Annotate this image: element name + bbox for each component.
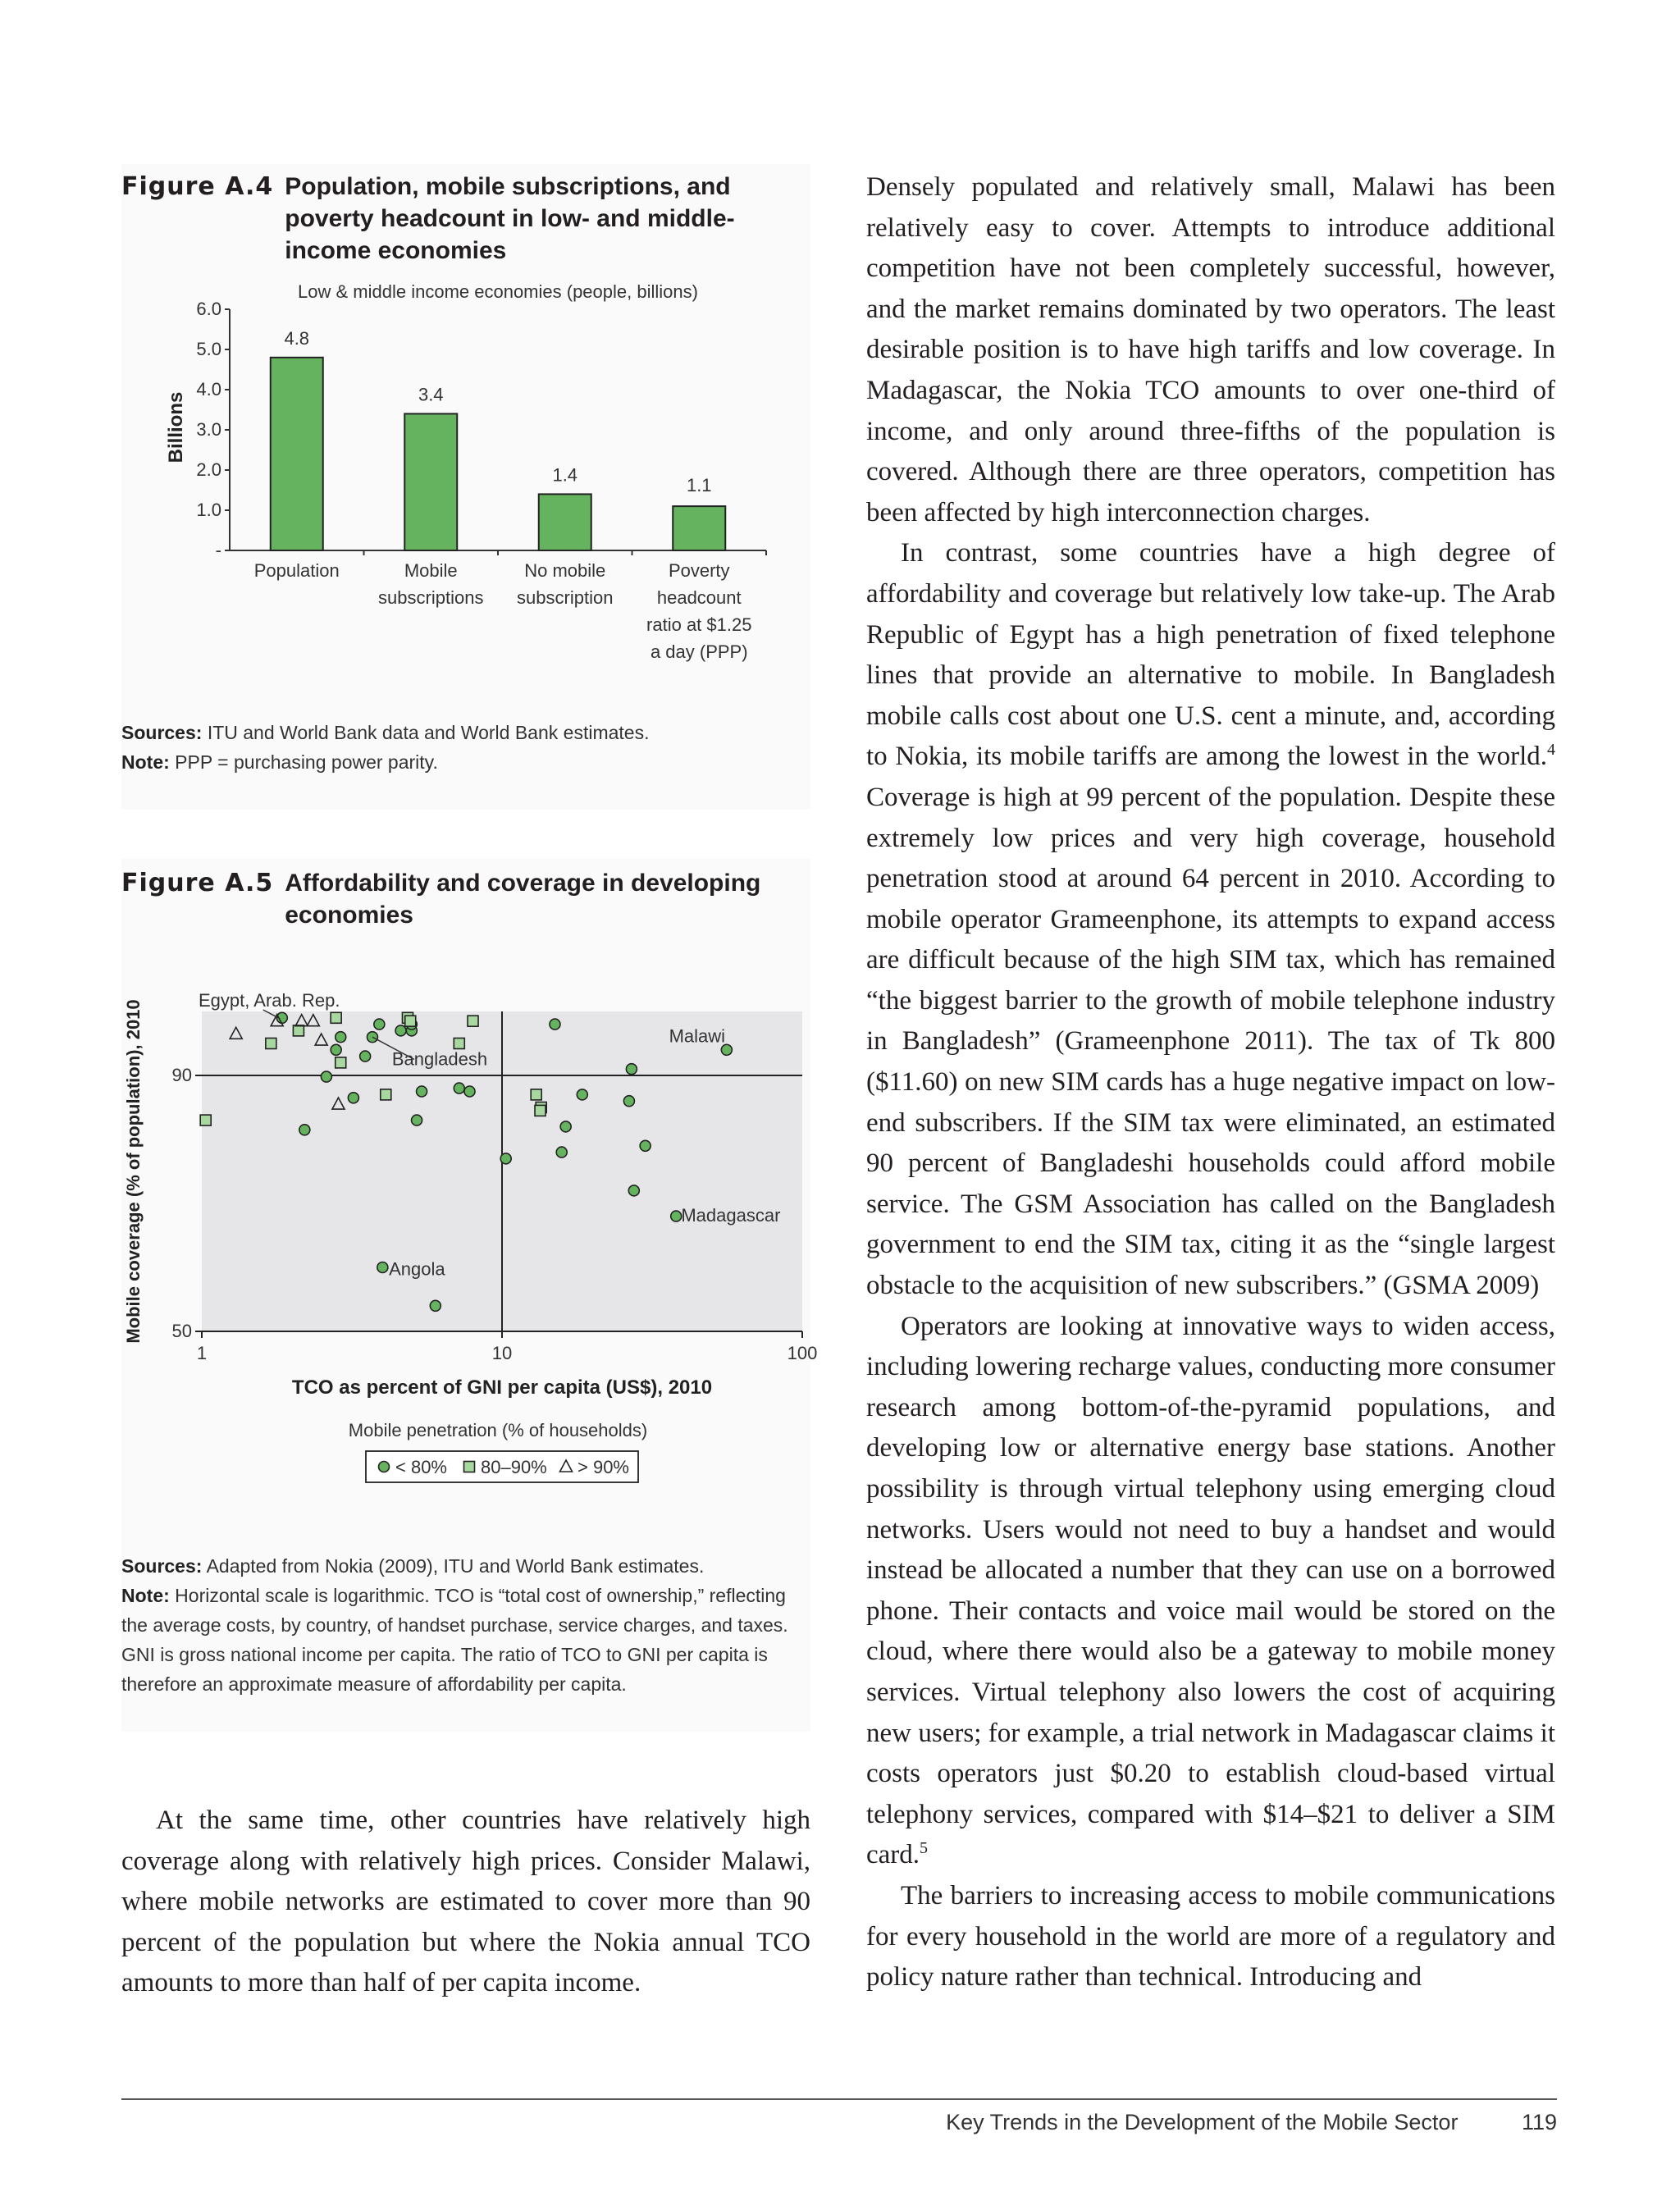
category-label: a day (PPP) — [650, 641, 748, 662]
data-point-circle — [417, 1086, 427, 1097]
category-label: headcount — [656, 587, 742, 608]
data-point-square — [468, 1016, 478, 1026]
figure-a4-number: Figure A.4 — [121, 172, 274, 201]
bar-value-label: 4.8 — [284, 327, 310, 349]
bar-value-label: 3.4 — [418, 384, 444, 405]
data-point-square — [454, 1039, 464, 1049]
scatter-chart — [121, 939, 818, 1546]
data-point-circle — [556, 1147, 567, 1157]
data-point-circle — [454, 1083, 464, 1093]
data-point-circle — [640, 1140, 651, 1151]
x-tick-label: 100 — [787, 1343, 818, 1363]
y-tick-label: 4.0 — [196, 379, 221, 399]
paragraph: At the same time, other countries have relatively high coverage along with relatively high prices. Consider Malawi, where mobile networks are estimated to cover more than 90 percent of the population but where the Nokia annual TCO amounts to more than half of per capita income. — [121, 1806, 810, 1998]
category-label: Mobile — [404, 560, 458, 581]
data-point-square — [535, 1105, 546, 1116]
y-tick-label: 6.0 — [196, 299, 221, 319]
data-point-square — [381, 1089, 391, 1100]
data-point-circle — [374, 1019, 385, 1029]
figure-a4-heading — [121, 171, 810, 267]
note-label: Note: — [121, 751, 170, 773]
footnote-ref: 4 — [1547, 741, 1555, 760]
data-point-circle — [500, 1153, 511, 1164]
data-point-circle — [321, 1071, 331, 1082]
annotation-label: Bangladesh — [391, 1048, 488, 1070]
legend — [366, 1451, 638, 1482]
figure-a5-heading — [121, 867, 810, 931]
note-text: Horizontal scale is logarithmic. TCO is “total cost of ownership,” reflecting the average costs, by country, of handset purchase, service charges, and taxes. GNI is gross national income per capita. The ratio of TCO to GNI per capita is therefore an approximate measure of affordability per capita. — [121, 1585, 788, 1695]
data-point-circle — [430, 1300, 441, 1311]
data-point-circle — [331, 1044, 341, 1055]
category-label: subscriptions — [378, 587, 484, 608]
annotation-label: Malawi — [669, 1025, 726, 1047]
data-point-circle — [367, 1032, 377, 1043]
sources-label: Sources: — [121, 1555, 203, 1577]
figure-a4 — [121, 164, 810, 810]
sources-label: Sources: — [121, 722, 203, 743]
bar-value-label: 1.1 — [686, 475, 712, 496]
category-label: Poverty — [668, 560, 730, 581]
category-label: ratio at $1.25 — [646, 614, 752, 635]
data-point-circle — [671, 1211, 682, 1221]
figure-a4-notes — [121, 718, 810, 777]
annotation-label: Egypt, Arab. Rep. — [199, 990, 340, 1011]
left-body-text — [121, 1801, 810, 2004]
legend-label: < 80% — [395, 1457, 447, 1477]
running-title: Key Trends in the Development of the Mobile Sector — [946, 2110, 1459, 2134]
figure-a5 — [121, 859, 818, 1732]
figure-a5-note — [121, 1581, 810, 1699]
bar — [404, 413, 457, 550]
figure-a5-title: Affordability and coverage in developing economies — [285, 870, 761, 929]
category-label: Population — [253, 560, 340, 581]
legend-label: 80–90% — [481, 1457, 547, 1477]
x-axis-label: TCO as percent of GNI per capita (US$), 2010 — [291, 1376, 713, 1399]
data-point-square — [331, 1012, 341, 1023]
data-point-circle — [412, 1115, 422, 1125]
data-point-circle — [299, 1125, 310, 1135]
data-point-square — [336, 1057, 346, 1068]
x-tick-label: 10 — [491, 1343, 513, 1363]
category-label: No mobile — [524, 560, 606, 581]
page-number: 119 — [1521, 2110, 1557, 2134]
data-point-square — [293, 1025, 304, 1036]
data-point-square — [266, 1039, 276, 1049]
note-text: PPP = purchasing power parity. — [175, 751, 438, 773]
paragraph-4: The barriers to increasing access to mobile communications for every household in the world are more of a regulatory and policy nature rather than technical. Introducing and — [866, 1880, 1555, 1993]
y-tick-label: - — [215, 540, 221, 560]
y-axis-label: Mobile coverage (% of population), 2010 — [123, 999, 144, 1344]
y-tick-label: 1.0 — [196, 500, 221, 520]
bar — [673, 506, 725, 550]
paragraph-2-part-a: In contrast, some countries have a high degree of affordability and coverage but relatively low take-up. The Arab Republic of Egypt has a high penetration of fixed telephone lines that provide an alternative to mobile. In Bangladesh mobile calls cost about one U.S. cent a minute, and, according to Nokia, its mobile tariffs are among the lowest in the world. — [866, 538, 1555, 772]
x-tick-label: 1 — [196, 1343, 208, 1363]
figure-a5-notes — [121, 1551, 810, 1699]
paragraph-2-part-b: Coverage is high at 99 percent of the population. Despite these extremely low prices and very high coverage, household penetration stood at around 64 percent in 2010. According to mobile operator Grameenphone, its attempts to expand access are difficult because of the high SIM tax, which has remained “the biggest barrier to the growth of mobile telephone industry in Bangladesh” (Grameenphone 2011). The tax of Tk 800 ($11.60) on new SIM cards has a huge negative impact on low-end subscribers. If the SIM tax were eliminated, an estimated 90 percent of Bangladeshi households could afford mobile service. The GSM Association has called on the Bangladesh government to end the SIM tax, citing it as the “single largest obstacle to the acquisition of new subscribers.” (GSMA 2009) — [866, 782, 1555, 1301]
data-point-circle — [348, 1093, 358, 1103]
bar — [271, 358, 323, 550]
figure-a4-sources — [121, 718, 810, 747]
figure-a5-sources — [121, 1551, 810, 1581]
note-label: Note: — [121, 1585, 170, 1606]
data-point-circle — [464, 1086, 475, 1097]
data-point-circle — [628, 1185, 639, 1196]
category-label: subscription — [517, 587, 614, 608]
sources-text: Adapted from Nokia (2009), ITU and World Bank estimates. — [206, 1555, 705, 1577]
footnote-ref: 5 — [920, 1839, 929, 1858]
data-point-circle — [336, 1032, 346, 1043]
y-tick-label: 2.0 — [196, 459, 221, 480]
data-point-square — [200, 1115, 211, 1125]
left-column — [121, 164, 818, 2004]
data-point-circle — [626, 1064, 637, 1075]
legend-label: > 90% — [578, 1457, 629, 1477]
sources-text: ITU and World Bank data and World Bank estimates. — [207, 722, 650, 743]
data-point-circle — [377, 1262, 388, 1273]
right-column — [866, 167, 1555, 1998]
annotation-label: Madagascar — [681, 1204, 781, 1226]
y-tick-label: 5.0 — [196, 339, 221, 359]
y-tick-label: 50 — [171, 1321, 192, 1341]
paragraph-3 — [866, 1307, 1555, 1876]
figure-a5-number: Figure A.5 — [121, 869, 274, 897]
data-point-square — [531, 1089, 541, 1100]
legend-marker-square — [464, 1462, 475, 1472]
y-axis-label: Billions — [165, 391, 187, 463]
bar-value-label: 1.4 — [552, 464, 578, 486]
data-point-circle — [577, 1089, 587, 1100]
data-point-circle — [623, 1096, 634, 1107]
annotation-label: Angola — [389, 1258, 445, 1280]
data-point-circle — [560, 1121, 571, 1132]
legend-title: Mobile penetration (% of households) — [348, 1420, 648, 1440]
footer-rule — [121, 2098, 1557, 2100]
bar — [539, 494, 591, 550]
paragraph-1: Densely populated and relatively small, Malawi has been relatively easy to cover. Attempts to introduce additional competition have not been completely successful, however, and the market remains dominated by two operators. The least desirable position is to have high tariffs and low coverage. In Madagascar, the Nokia TCO amounts to over one-third of income, and only around three-fifths of the population is covered. Although there are three operators, competition has been affected by high interconnection charges. — [866, 172, 1555, 527]
legend-marker-circle — [379, 1462, 390, 1472]
data-point-circle — [550, 1019, 560, 1029]
paragraph-2 — [866, 533, 1555, 1306]
y-tick-label: 90 — [171, 1065, 192, 1085]
paragraph-3-text: Operators are looking at innovative ways to widen access, including lowering recharge values, conducting more consumer research among bottom-of-the-pyramid populations, and developing low or alternative energy base stations. Another possibility is through virtual telephony using emerging cloud networks. Users would not need to buy a handset and would instead be allocated a number that they can use on a borrowed phone. Their contacts and voice mail would be stored on the cloud, where there would also be a gateway to mobile money services. Virtual telephony also lowers the cost of acquiring new users; for example, a trial network in Madagascar claims it costs operators just $0.20 to establish cloud-based virtual telephony services, compared with $14–$21 to deliver a SIM card. — [866, 1311, 1555, 1870]
data-point-square — [405, 1016, 416, 1026]
bar-chart — [121, 283, 810, 710]
figure-a4-title: Population, mobile subscriptions, and poverty headcount in low- and middle-income economies — [285, 173, 735, 264]
figure-a4-note — [121, 747, 810, 777]
page-footer — [888, 2110, 1557, 2135]
chart-title: Low & middle income economies (people, billions) — [298, 281, 698, 302]
y-tick-label: 3.0 — [196, 419, 221, 440]
data-point-circle — [360, 1051, 371, 1061]
